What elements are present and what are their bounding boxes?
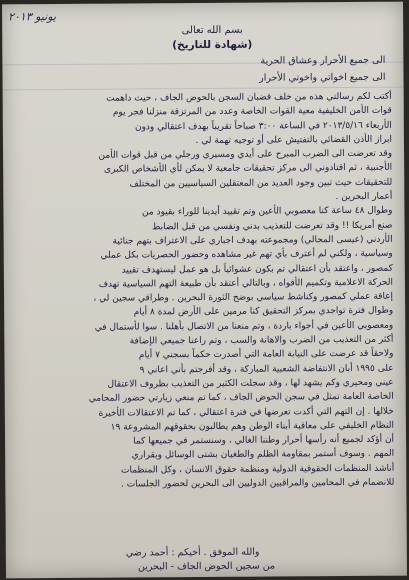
letter-paper bbox=[2, 2, 407, 579]
body-line: الحركة الاعلامية وتكميم الأفواه ، وبالتالي أعتقد بأن طبيعة التهم السياسية تهدف bbox=[98, 277, 393, 290]
body-line: وسياسية ، ولكني لم أعترف بأي تهم غير مشاهده وحضور الحصريات بكل عملي bbox=[100, 248, 393, 261]
signature-line: من سجين الحوض الجاف - البحرين bbox=[137, 560, 276, 573]
body-line: إعاقة عملي كمصور وكناشط سياسي بوضح الثورة البحرين . وطراقي سجين لي ، bbox=[93, 291, 394, 304]
body-line: عيني ومحيري وكم يشهد لها ، وقد سجلت الكثير من التعذيب بظروف الاعتقال bbox=[107, 377, 394, 390]
letter-title: (شهادة للتاريخ) bbox=[172, 38, 253, 52]
basmala: بسم الله تعالى bbox=[181, 24, 243, 37]
body-line: كمصور ، واعتقد بأن اعتقالي تم بكون عشوائياً بل هو عمل ليستهدف تقييد bbox=[121, 263, 393, 276]
body-line: الأربعاء ٢٠١٣/٥/١٦ في الساعة ٣:٠٠ صباحاً تقريباً بهدف اعتقالي ودون bbox=[134, 120, 392, 133]
recipient-line-2: الى جميع اخواتي واخوتي الأحرار bbox=[259, 71, 386, 84]
letter-body bbox=[13, 90, 395, 493]
body-line: وقد تعرضت الى الضرب المبرح على أيدي ومسيري ورجلي من قبل قوات الأمن bbox=[98, 148, 393, 161]
body-line: ابراز الأذن القضائي بالتفتيش على أو توجيه تهمة لي . bbox=[195, 134, 392, 146]
body-line: أكتب لكم رسالتي هذه من خلف قضبان السجن بالحوض الجاف ، حيث داهمت bbox=[106, 91, 392, 104]
body-line: أن أؤكد لجميع أنه رأسها أحرار وطننا الغالي ، وسنستمر في جميعها كما bbox=[133, 434, 395, 447]
body-line: على ١٩٩٥ أبان الانتفاضة الشعبية المباركة ، وقد أفرجتم بأني اعاني ٩ bbox=[139, 363, 394, 376]
body-line: أكثر من التعذيب من الضرب والاهانة والسب ، وتم راعنا جميعي الإضافة bbox=[129, 334, 394, 347]
body-line: قوات الأمن الخليفية معية القوات الخاصة وعدد من المرتزقة منزلنا فجر يوم bbox=[112, 105, 392, 118]
letter-date: يونيو ٢٠١٣ bbox=[8, 10, 57, 24]
body-line: وطوال ٤٨ ساعة كنا معصوبي الأعين وتم تقييد أيدينا للوراء بقيود من bbox=[142, 206, 393, 218]
body-line: للتحقيقات حيث تبين وجود العديد من المعتقلين السياسيين من المختلف bbox=[129, 177, 393, 190]
body-line: الخاصة العامة تمثل في سجن الحوض الجاف ، كما تم منعي زيارتي حضور المحامي bbox=[88, 391, 394, 405]
recipient-line-1: الى جميع الأحرار وعشاق الحرية bbox=[260, 54, 386, 67]
body-line: ولاحقاً قد عرضت على النيابة العامة التي أصدرت حكماً بسجني ٧ أيام bbox=[138, 349, 394, 361]
body-line: خلالها . إن التهم التي أكدت تعرضها في فترة اعتقالي ، كما تم الاعتقالات الأخيرة bbox=[98, 406, 394, 419]
body-line: النظام الخليفي على معاقبة أبناء الوطن وهم يطالبون بحقوقهم المشروعة ١٩ bbox=[110, 420, 394, 433]
closing-line: والله الموفق . أخيكم : أحمد رضي bbox=[125, 546, 260, 559]
body-line: للانضمام في المحامين والمراقبين الدوليين الى البحرين لحضور الجلسات . bbox=[120, 477, 395, 490]
body-line: الأردني (عيسى المجالي) ومجموعته بهدف اجباري على الاعتراف بتهم جنائية bbox=[112, 234, 393, 247]
body-line: المهم . وسوف أستمر بمقاومة الظلم والطغيان بشتى الوسائل وبقراري bbox=[131, 449, 395, 461]
body-line: أعمار البحرين . bbox=[335, 191, 393, 203]
body-line: الأجنبية ، ثم اقتادوني الى مركز تحقيقات جامعية لا يمكن لأي الأشخاص الكبرى bbox=[104, 163, 393, 176]
body-line: صنع أمريكا !! وقد تعرضت للتعذيب بدني ونفسي من قبل الضابط bbox=[152, 220, 393, 233]
body-line: أناشد المنظمات الحقوقية الدولية ومنظمة حقوق الانسان ، وكل المنظمات bbox=[120, 463, 395, 476]
body-line: وطوال فترة تواجدي بمركز التحقيق كنا مرمين على الأرض لمدة ٨ أيام bbox=[133, 306, 394, 318]
body-line: ومعصوبي الأعين في أجواء باردة ، وتم منعنا من الاتصال بأهلنا . سوا لأستمال في bbox=[94, 320, 394, 333]
